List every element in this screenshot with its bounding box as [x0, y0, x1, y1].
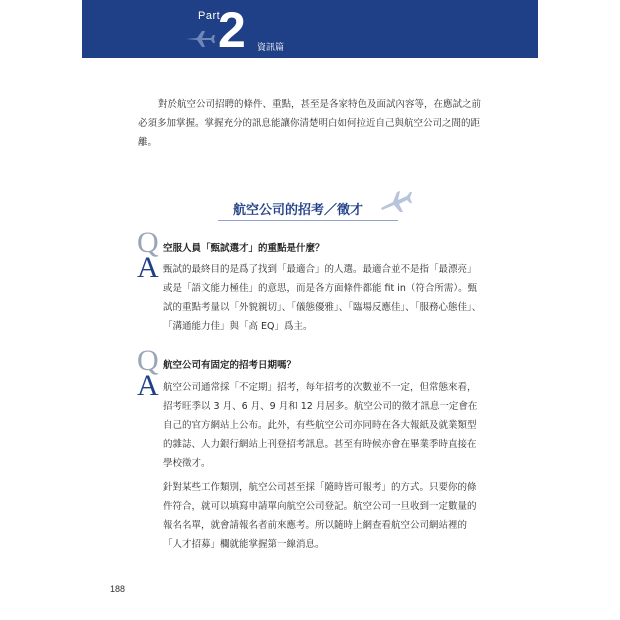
part-title: 資訊篇: [257, 43, 285, 53]
question-1: 空服人員「甄試選才」的重點是什麼？: [163, 243, 325, 254]
part-header-banner: [82, 0, 538, 58]
answer-2-continued: 針對某些工作類別，航空公司甚至採「隨時皆可報考」的方式。只要你的條件符合，就可以填寫申請單向航空公司登記。航空公司一旦收到一定數量的報名名單，就會請報名者前來應考。所以隨時上網查看航空公司網站裡的「人才招募」欄就能掌握第一線消息。: [163, 482, 477, 550]
page-number: 188: [110, 584, 126, 594]
question-mark-q: Q: [137, 226, 159, 259]
part-number: 2: [218, 2, 246, 58]
section-title-underline: [218, 220, 398, 221]
intro-paragraph: 對於航空公司招聘的條件、重點，甚至是各家特色及面試內容等，在應試之前必須多加掌握。掌握充分的訊息能讓你清楚明白如何拉近自己與航空公司之間的距離。: [138, 99, 482, 148]
answer-2: 航空公司通常採「不定期」招考，每年招考的次數並不一定，但常態來看，招考旺季以 3 月、6 月、9 月和 12 月居多。航空公司的徵才訊息一定會在自己的官方網站上公布。此外，有些航空公司亦同時在各大報紙及就業類型的雜誌、人力銀行網站上刊登招考訊息。甚至有時候亦會在畢業季時直接在學校徵才。: [163, 382, 478, 469]
part-label: Part: [198, 10, 221, 22]
section-title: 航空公司的招考／徵才: [233, 203, 364, 218]
question-2: 航空公司有固定的招考日期嗎？: [163, 360, 297, 371]
answer-1: 甄試的最終目的是爲了找到「最適合」的人選。最適合並不是指「最漂亮」或是「語文能力極佳」的意思，而是各方面條件都能 fit in（符合所需）。甄試的重點考量以「外貌親切」、「儀態優雅」、「臨場反應佳」、「服務心態佳」、「溝通能力佳」與「高 EQ」爲主。: [163, 264, 482, 332]
answer-mark-a: A: [137, 369, 159, 402]
airplane-icon: [379, 188, 413, 214]
question-mark-q: Q: [137, 344, 159, 377]
answer-mark-a: A: [137, 251, 159, 284]
airplane-icon: [185, 30, 215, 48]
